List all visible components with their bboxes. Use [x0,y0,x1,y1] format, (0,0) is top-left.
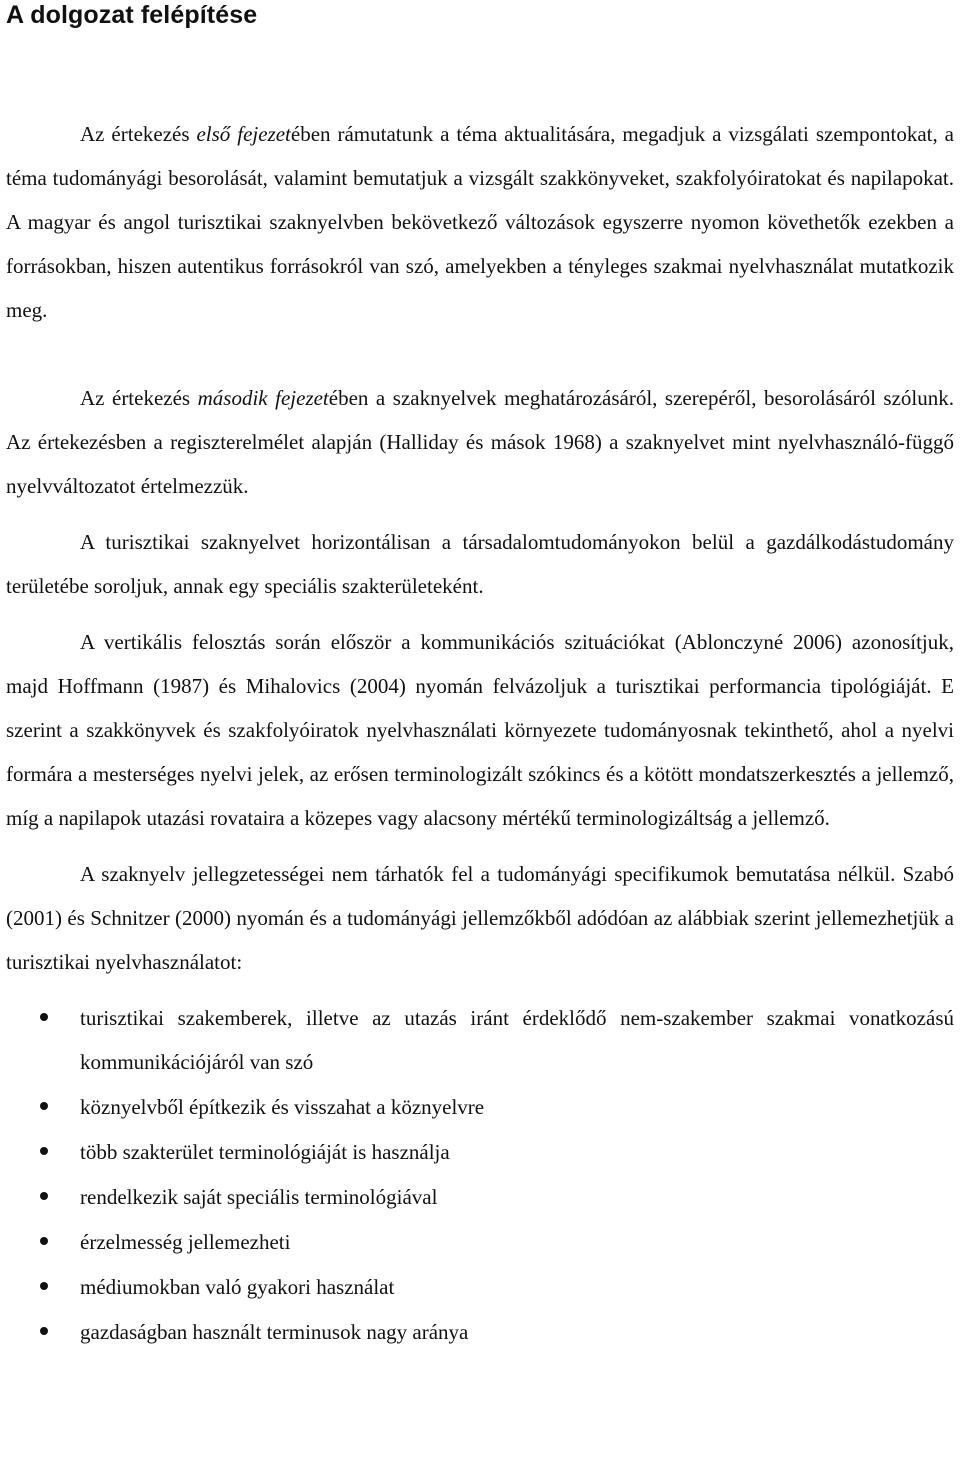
list-item [6,1265,954,1309]
bullet-icon [40,1147,48,1155]
paragraph-second-chapter [6,376,954,508]
list-item-text: gazdaságban használt terminusok nagy aránya [80,1320,469,1344]
bullet-icon [40,1013,48,1021]
list-item-text: turisztikai szakemberek, illetve az utazás iránt érdeklődő nem-szakember szakmai vonatkozású kommunikációjáról van szó [80,1006,954,1074]
paragraph-text: Az értekezés [80,122,197,146]
list-item-text: rendelkezik saját speciális terminológiával [80,1185,438,1209]
list-item [6,1310,954,1354]
paragraph-text: ében a szaknyelvek meghatározásáról, szerepéről, besorolásáról szólunk. Az értekezésben a regiszterelmélet alapján (Halliday és mások 1968) a szaknyelvet mint nyelvhasználó-függő nyelvváltozatot értelmezzük. [6,386,955,498]
bullet-icon [40,1327,48,1335]
paragraph-text: Az értekezés [80,386,198,410]
list-item-text: érzelmesség jellemezheti [80,1230,291,1254]
list-item [6,1130,954,1174]
paragraph-first-chapter [6,112,954,332]
list-item-text: köznyelvből építkezik és visszahat a köznyelvre [80,1095,485,1119]
bullet-icon [40,1237,48,1245]
emphasized-text: első fejezet [196,122,291,146]
paragraph-text: ében rámutatunk a téma aktualitására, megadjuk a vizsgálati szempontokat, a téma tudományági besorolását, valamint bemutatjuk a vizsgált szakkönyveket, szakfolyóiratokat és napilapokat. A magyar és angol turisztikai szaknyelvben bekövetkező változások egyszerre nyomon követhetők ezekben a forrásokban, hiszen autentikus forrásokról van szó, amelyekben a tényleges szakmai nyelvhasználat mutatkozik meg. [6,122,954,322]
list-item [6,1220,954,1264]
list-item-text: több szakterület terminológiáját is használja [80,1140,450,1164]
bullet-icon [40,1282,48,1290]
list-item-text: médiumokban való gyakori használat [80,1275,395,1299]
emphasized-text: második fejezet [197,386,329,410]
section-heading: A dolgozat felépítése [6,1,258,29]
paragraph-vertical-division: A vertikális felosztás során először a kommunikációs szituációkat (Ablonczyné 2006) azonosítjuk, majd Hoffmann (1987) és Mihalovics (2004) nyomán felvázoljuk a turisztikai performancia tipológiáját. E szerint a szakkönyvek és szakfolyóiratok nyelvhasználati környezete tudományosnak tekinthető, ahol a nyelvi formára a mesterséges nyelvi jelek, az erősen terminologizált szókincs és a kötött mondatszerkesztés a jellemző, míg a napilapok utazási rovataira a közepes vagy alacsony mértékű terminologizáltság a jellemző. [6,630,954,830]
list-item [6,1085,954,1129]
bullet-icon [40,1102,48,1110]
bullet-icon [40,1192,48,1200]
list-item [6,996,954,1084]
list-item [6,1175,954,1219]
characteristics-list [6,996,954,1354]
paragraph-horizontal-division: A turisztikai szaknyelvet horizontálisan a társadalomtudományokon belül a gazdálkodástudomány területébe soroljuk, annak egy speciális szakterületeként. [6,530,954,598]
paragraph-characteristics: A szaknyelv jellegzetességei nem tárhatók fel a tudományági specifikumok bemutatása nélkül. Szabó (2001) és Schnitzer (2000) nyomán és a tudományági jellemzőkből adódóan az alábbiak szerint jellemezhetjük a turisztikai nyelvhasználatot: [6,862,954,974]
